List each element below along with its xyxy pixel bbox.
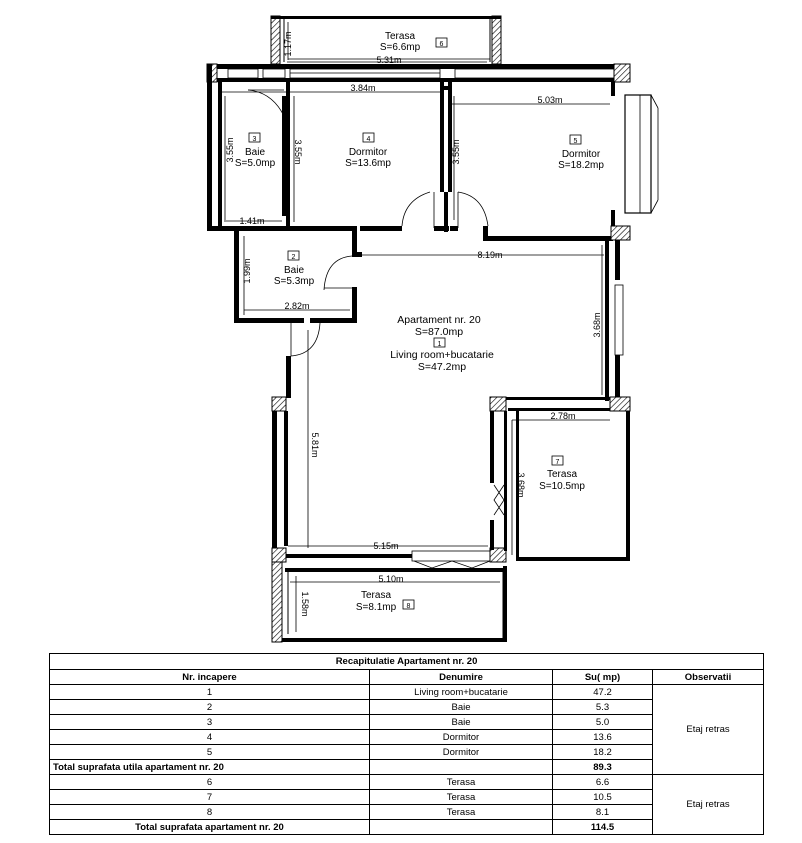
cell-area: 18.2 — [553, 745, 653, 760]
dim-5-15: 5.15m — [373, 541, 399, 551]
table-row — [50, 775, 764, 790]
room-label-5 — [558, 135, 604, 171]
room-label-8 — [356, 590, 414, 613]
header-observations: Observatii — [653, 670, 764, 685]
cell-number: 1 — [50, 685, 370, 700]
room-number: 8 — [406, 603, 411, 610]
room-name: Terasa — [546, 469, 578, 480]
cell-observation-terrace: Etaj retras — [653, 775, 764, 835]
table-header-row — [50, 670, 764, 685]
cell-area: 5.3 — [553, 700, 653, 715]
cell-name: Terasa — [370, 790, 553, 805]
cell-name: Terasa — [370, 775, 553, 790]
dim-1-99: 1.99m — [242, 258, 252, 284]
total-useful-empty — [370, 760, 553, 775]
total-empty — [370, 820, 553, 835]
room-number: 7 — [555, 459, 560, 466]
room-number: 2 — [291, 254, 296, 261]
room-area: S=5.0mp — [234, 158, 276, 169]
room-area: S=10.5mp — [539, 481, 585, 492]
cell-name: Dormitor — [370, 745, 553, 760]
room-area: S=13.6mp — [345, 158, 391, 169]
room-number: 5 — [573, 138, 578, 145]
table-title: Recapitulatie Apartament nr. 20 — [50, 654, 764, 670]
cell-area: 13.6 — [553, 730, 653, 745]
room-area: S=5.3mp — [273, 276, 315, 287]
dim-3-68-living: 3.68m — [592, 312, 602, 338]
room-name: Dormitor — [561, 149, 601, 160]
room-number: 1 — [437, 341, 442, 348]
cell-number: 7 — [50, 790, 370, 805]
room-area: S=47.2mp — [417, 361, 467, 373]
room-label-3 — [235, 133, 276, 169]
total-useful-value: 89.3 — [553, 760, 653, 775]
room-number: 3 — [252, 136, 257, 143]
cell-area: 8.1 — [553, 805, 653, 820]
cell-number: 4 — [50, 730, 370, 745]
dim-1-17: 1.17m — [283, 31, 293, 57]
header-name: Denumire — [370, 670, 553, 685]
apartment-label — [397, 314, 481, 338]
apartment-title: Apartament nr. 20 — [397, 314, 481, 326]
dim-3-68-terrace: 3.68m — [516, 472, 526, 498]
dim-5-81: 5.81m — [310, 432, 320, 458]
table-row — [50, 685, 764, 700]
room-name: Living room+bucatarie — [390, 349, 494, 361]
room-label-1 — [390, 338, 494, 373]
dim-3-55-bed4: 3.55m — [293, 139, 303, 165]
dim-2-78: 2.78m — [550, 411, 576, 421]
apartment-area: S=87.0mp — [414, 326, 464, 338]
room-name: Terasa — [384, 31, 416, 42]
cell-name: Living room+bucatarie — [370, 685, 553, 700]
dim-3-84: 3.84m — [350, 83, 376, 93]
cell-area: 10.5 — [553, 790, 653, 805]
dim-1-41: 1.41m — [239, 216, 265, 226]
cell-name: Terasa — [370, 805, 553, 820]
room-name: Dormitor — [348, 147, 388, 158]
cell-number: 5 — [50, 745, 370, 760]
room-number: 4 — [366, 136, 371, 143]
cell-name: Baie — [370, 715, 553, 730]
cell-number: 8 — [50, 805, 370, 820]
cell-observation: Etaj retras — [653, 685, 764, 775]
cell-number: 6 — [50, 775, 370, 790]
dim-5-31: 5.31m — [376, 55, 402, 65]
cell-area: 6.6 — [553, 775, 653, 790]
cell-name: Dormitor — [370, 730, 553, 745]
cell-area: 5.0 — [553, 715, 653, 730]
room-name: Baie — [283, 265, 305, 276]
dim-3-55-bath: 3.55m — [225, 137, 235, 163]
room-label-2 — [274, 251, 315, 287]
dim-8-19: 8.19m — [477, 250, 503, 260]
summary-table — [49, 653, 764, 835]
cell-area: 47.2 — [553, 685, 653, 700]
cell-number: 3 — [50, 715, 370, 730]
room-name: Baie — [244, 147, 266, 158]
table-title-row — [50, 654, 764, 670]
total-useful-label: Total suprafata utila apartament nr. 20 — [50, 760, 370, 775]
room-label-6 — [380, 31, 447, 53]
dim-2-82: 2.82m — [284, 301, 310, 311]
room-label-4 — [345, 133, 391, 169]
total-label: Total suprafata apartament nr. 20 — [50, 820, 370, 835]
header-area: Su( mp) — [553, 670, 653, 685]
dim-3-55-bed5: 3.55m — [451, 139, 461, 165]
room-label-7 — [539, 456, 585, 492]
room-area: S=8.1mp — [355, 602, 397, 613]
header-room-number: Nr. incapere — [50, 670, 370, 685]
dim-1-58: 1.58m — [300, 591, 310, 617]
dim-5-10: 5.10m — [378, 574, 404, 584]
room-number: 6 — [439, 41, 444, 48]
dim-5-03: 5.03m — [537, 95, 563, 105]
total-value: 114.5 — [553, 820, 653, 835]
cell-number: 2 — [50, 700, 370, 715]
room-area: S=18.2mp — [558, 160, 604, 171]
room-name: Terasa — [360, 590, 392, 601]
room-area: S=6.6mp — [379, 42, 421, 53]
cell-name: Baie — [370, 700, 553, 715]
